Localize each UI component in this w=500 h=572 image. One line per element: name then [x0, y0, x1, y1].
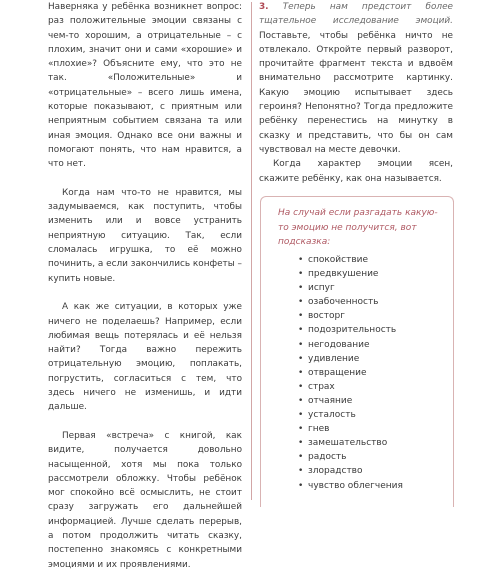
paragraph-situations: А как же ситуации, в которых уже ничего не поделаешь? Например, если любимая вещь потерялась и её нельзя найти? Тогда важно пережить отрицательную эмоцию, поплакать, погрустить, согласиться с тем, что здесь ничего не изменишь, и идти дальше.	[48, 302, 242, 413]
step-paragraph	[259, 0, 453, 157]
list-item: • отчаяние	[298, 394, 403, 408]
bullet-icon: •	[298, 255, 304, 265]
right-column	[259, 0, 453, 186]
bullet-icon: •	[298, 269, 304, 280]
list-item: • негодование	[298, 338, 403, 352]
bullet-icon: •	[298, 283, 304, 294]
hint-title: На случай если разгадать какую-то эмоцию не получится, вот подсказка:	[278, 208, 438, 247]
bullet-icon: •	[298, 367, 304, 378]
step-number: 3.	[259, 2, 269, 12]
column-divider	[251, 2, 252, 500]
bullet-icon: •	[298, 339, 304, 350]
list-item: • восторг	[298, 309, 403, 323]
follow-paragraph: Когда характер эмоции ясен, скажите ребёнку, как она называется.	[259, 159, 453, 184]
paragraph-gap	[48, 415, 242, 429]
list-item: • спокойствие	[298, 253, 403, 267]
list-item: • гнев	[298, 422, 403, 436]
list-item: • радость	[298, 450, 403, 464]
step-lead: Теперь нам предстоит более тщательное исследование эмоций.	[259, 2, 453, 27]
list-item: • отвращение	[298, 366, 403, 380]
bullet-icon: •	[298, 452, 304, 463]
paragraph-gap	[48, 286, 242, 300]
paragraph-dislike: Когда нам что-то не нравится, мы задумываемся, как поступить, чтобы изменить или и вовсе устранить неприятную ситуацию. Так, если сломалась игрушка, то её можно починить, а если закончились конфеты – купить новые.	[48, 187, 242, 284]
bullet-icon: •	[298, 410, 304, 421]
bullet-icon: •	[298, 424, 304, 435]
emotion-list	[298, 253, 403, 493]
paragraph-gap	[48, 172, 242, 186]
bullet-icon: •	[298, 311, 304, 322]
list-item: • испуг	[298, 281, 403, 295]
bullet-icon: •	[298, 353, 304, 364]
bullet-icon: •	[298, 438, 304, 449]
list-item: • удивление	[298, 352, 403, 366]
bullet-icon: •	[298, 381, 304, 392]
list-item: • замешательство	[298, 436, 403, 450]
list-item: • чувство облегчения	[298, 479, 403, 493]
bullet-icon: •	[298, 297, 304, 308]
left-column	[48, 0, 242, 572]
bullet-icon: •	[298, 466, 304, 477]
step-text: Поставьте, чтобы ребёнка ничто не отвлекало. Откройте первый разворот, прочитайте фрагмент текста и вдвоём внимательно рассмотрите картинку. Какую эмоцию испытывает здесь героиня? Непонятно? Тогда предложите ребёнку перенестись на минутку в сказку и представить, что бы он сам чувствовал на месте девочки.	[259, 30, 453, 155]
bullet-icon: •	[298, 480, 304, 491]
list-item: • усталость	[298, 408, 403, 422]
list-item: • предвкушение	[298, 267, 403, 281]
list-item: • подозрительность	[298, 323, 403, 337]
paragraph-first-meeting: Первая «встреча» с книгой, как видите, получается довольно насыщенной, хотя мы пока только рассмотрели обложку. Чтобы ребёнок мог спокойно всё осмыслить, не стоит сразу загружать его дальнейшей информацией. Лучше сделать перерыв, а потом продолжить читать сказку, постепенно знакомясь с конкретными эмоциями и их проявлениями.	[48, 430, 242, 570]
list-item: • озабоченность	[298, 295, 403, 309]
list-item: • злорадство	[298, 464, 403, 478]
bullet-icon: •	[298, 325, 304, 336]
list-item: • страх	[298, 380, 403, 394]
paragraph-questions: Наверняка у ребёнка возникнет вопрос: раз положительные эмоции связаны с чем-то хорошим, а отрицательные – с плохим, значит они и сами «хорошие» и «плохие»? Объясните ему, что это не так. «Положительные» и «отрицательные» – всего лишь имена, которые показывают, с приятным или неприятным событием связана та или иная эмоция. Однако все они важны и помогают понять, что нам нравится, а что нет.	[48, 2, 242, 170]
bullet-icon: •	[298, 395, 304, 406]
